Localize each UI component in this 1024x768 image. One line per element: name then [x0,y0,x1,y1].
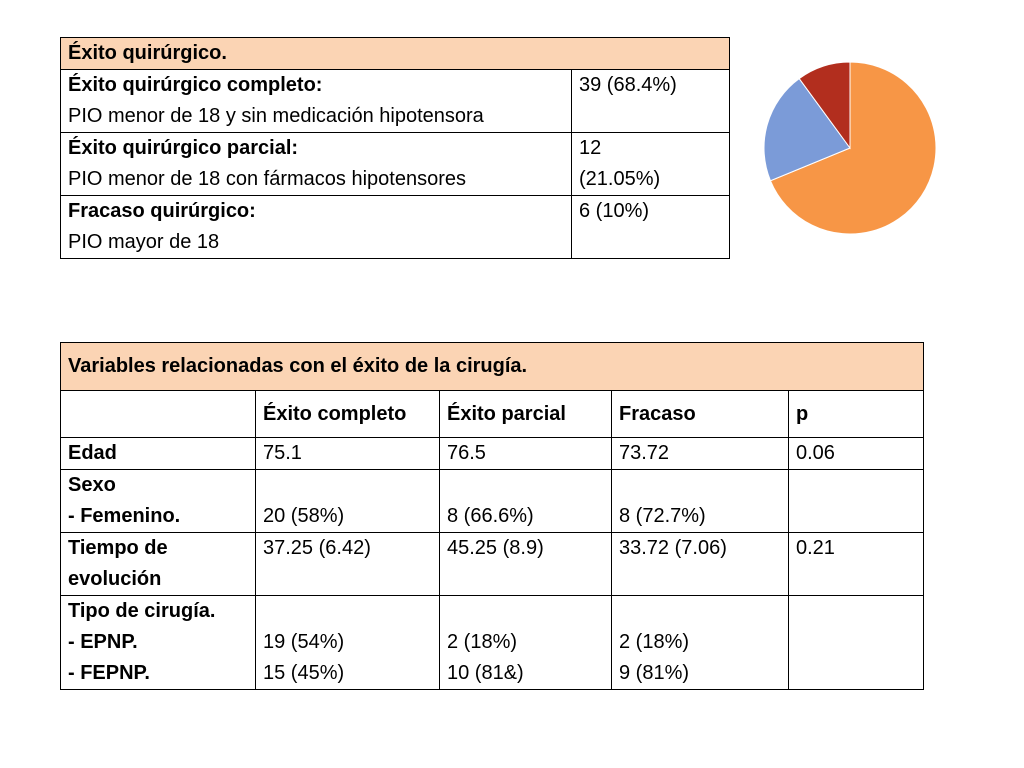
cell-value: 73.72 [619,442,670,464]
column-header: Éxito parcial [440,391,612,438]
cell-p [789,438,924,470]
cell-value: 15 (45%) [263,662,345,684]
table-row [61,470,924,533]
variable-label-line: Tipo de cirugía. [68,600,216,622]
table-row [61,596,924,690]
cell-parcial [440,533,612,596]
outcome-value: 6 (10%) [579,200,650,222]
column-header-row [61,391,924,438]
cell-value [447,596,611,627]
cell-value: 76.5 [447,442,486,464]
outcome-cell [61,133,572,196]
cell-value: 8 (72.7%) [619,505,706,527]
outcome-value: (21.05%) [579,168,661,190]
cell-value: 8 (66.6%) [447,505,534,527]
cell-fracaso [612,596,789,690]
table-row [61,533,924,596]
cell-value: 75.1 [263,442,302,464]
variable-label [61,438,256,470]
variable-label-line: - Femenino. [68,505,181,527]
variable-label-line: - FEPNP. [68,662,150,684]
cell-fracaso [612,470,789,533]
cell-value: 45.25 (8.9) [447,537,544,559]
variable-label [61,470,256,533]
table-row [61,133,730,196]
cell-parcial [440,438,612,470]
variables-table [60,342,924,690]
surgical-success-title: Éxito quirúrgico. [61,38,730,70]
variable-label-line: - EPNP. [68,631,138,653]
cell-value [796,596,923,627]
cell-parcial [440,470,612,533]
cell-completo [256,533,440,596]
cell-completo [256,438,440,470]
cell-completo [256,470,440,533]
outcome-label: Éxito quirúrgico parcial: [68,137,299,159]
cell-value: 2 (18%) [619,631,690,653]
variable-label-line: evolución [68,568,162,590]
outcome-value: 39 (68.4%) [579,74,677,96]
outcome-detail: PIO menor de 18 con fármacos hipotensores [68,168,466,190]
cell-value [619,596,788,627]
outcome-value: 12 [579,137,602,159]
cell-value: 0.21 [796,537,835,559]
outcome-cell [61,196,572,259]
cell-value: 20 (58%) [263,505,345,527]
outcome-detail: PIO mayor de 18 [68,231,220,253]
cell-fracaso [612,438,789,470]
variable-label-line: Edad [68,442,117,464]
cell-value [263,470,439,501]
cell-value [619,470,788,501]
cell-value [263,596,439,627]
cell-fracaso [612,533,789,596]
cell-p [789,470,924,533]
cell-value [796,470,923,501]
outcome-label: Éxito quirúrgico completo: [68,74,323,96]
outcome-cell [61,70,572,133]
cell-value: 0.06 [796,442,835,464]
outcome-label: Fracaso quirúrgico: [68,200,256,222]
variable-label-line: Tiempo de [68,537,168,559]
cell-parcial [440,596,612,690]
cell-value: 19 (54%) [263,631,345,653]
variable-label [61,596,256,690]
variables-title: Variables relacionadas con el éxito de la cirugía. [61,343,924,391]
column-header [61,391,256,438]
table-row [61,438,924,470]
outcome-pie-chart [760,58,940,238]
outcome-value-cell [572,196,730,259]
variable-label-line: Sexo [68,474,116,496]
outcome-value-cell [572,133,730,196]
cell-p [789,533,924,596]
variable-label [61,533,256,596]
surgical-success-table [60,37,730,259]
column-header: Fracaso [612,391,789,438]
column-header: p [789,391,924,438]
outcome-detail: PIO menor de 18 y sin medicación hipotensora [68,105,484,127]
column-header: Éxito completo [256,391,440,438]
outcome-value-cell [572,70,730,133]
table-row [61,196,730,259]
table-row [61,70,730,133]
cell-value: 9 (81%) [619,662,690,684]
cell-value: 33.72 (7.06) [619,537,727,559]
cell-value: 37.25 (6.42) [263,537,371,559]
cell-value [447,470,611,501]
cell-value: 2 (18%) [447,631,518,653]
cell-completo [256,596,440,690]
cell-value: 10 (81&) [447,662,524,684]
cell-p [789,596,924,690]
